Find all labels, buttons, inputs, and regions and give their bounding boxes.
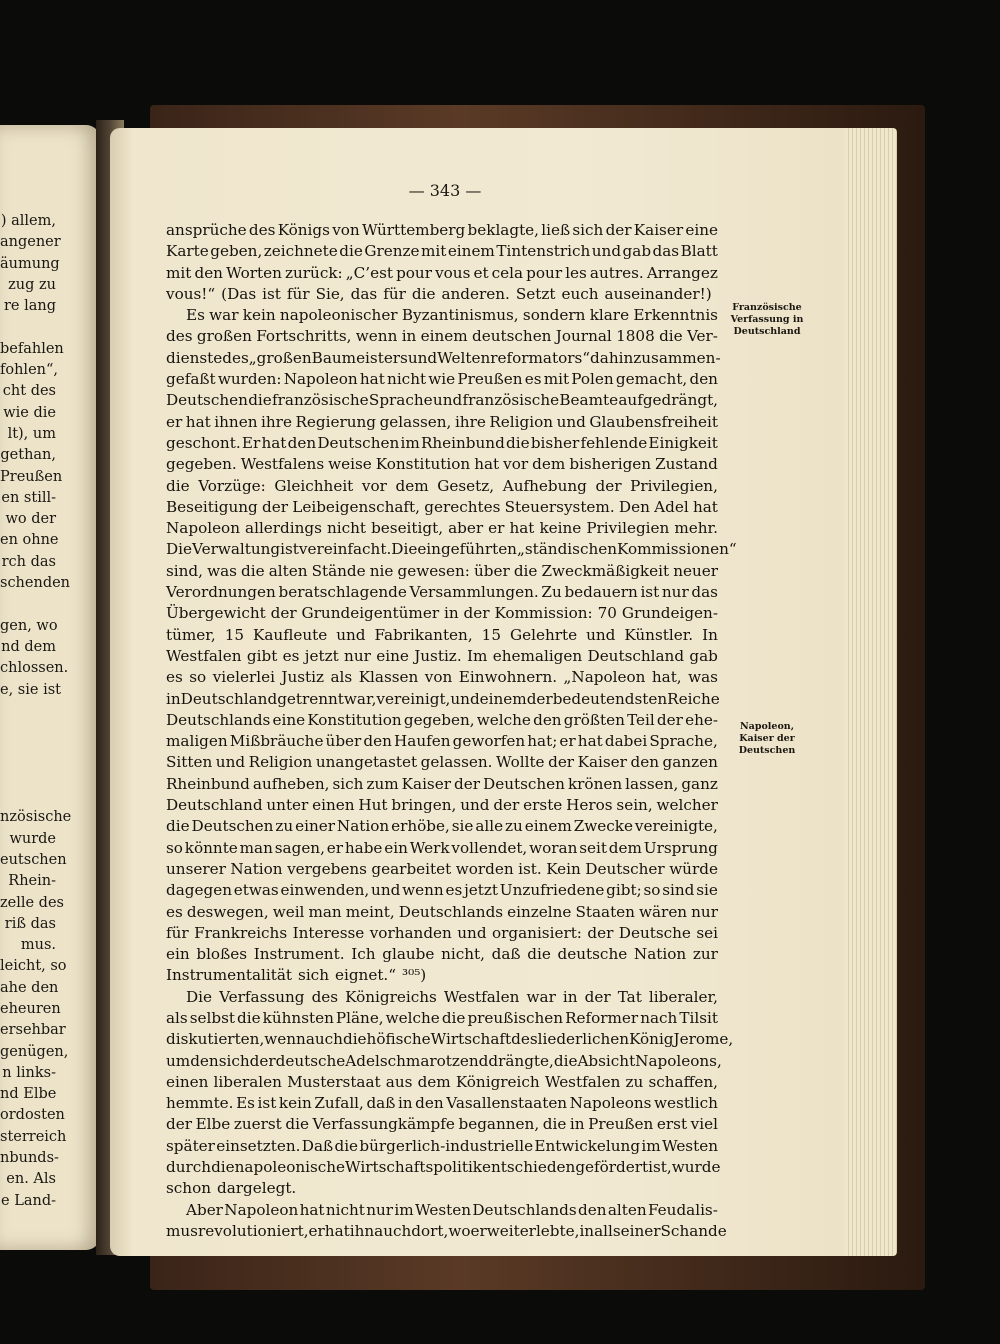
left-page-line: gen, wo [0,617,58,634]
text-line: geschont. Er hat den Deutschen im Rheinbund die bisher fehlende Einigkeit [166,433,718,452]
left-page-line: en still- [1,489,56,506]
left-page-line: wurde [9,830,56,847]
text-line: Deutschen die französische Sprache und französische Beamte aufgedrängt, [166,391,718,410]
text-line: als selbst die kühnsten Pläne, welche die preußischen Reformer nach Tilsit [166,1008,718,1027]
left-page-line: sterreich [0,1128,67,1145]
left-page-line: zug zu [8,276,56,293]
text-line: tümer, 15 Kaufleute und Fabrikanten, 15 Gelehrte und Künstler. In [166,625,718,644]
margin-note-french-constitution: Französische Verfassung in Deutschland [730,302,804,337]
left-page-line: gethan, [0,447,56,464]
left-page-line [0,594,100,615]
body-text [166,220,737,1242]
text-line: es so vielerlei Justiz als Klassen von Einwohnern. „Napoleon hat, was [166,668,718,687]
text-line: maligen Mißbräuche über den Haufen geworfen hat; er hat dabei Sprache, [166,732,718,751]
left-page-line: genügen, [0,1043,69,1060]
margin-note-napoleon-emperor: Napoleon, Kaiser der Deutschen [738,721,796,756]
text-line: diskutierten, wenn auch die höfische Wirtschaft des liederlichen König Jerome, [166,1030,734,1049]
text-line: es deswegen, weil man meint, Deutschlands einzelne Staaten wären nur [166,902,718,921]
text-line: sind, was die alten Stände nie gewesen: über die Zweckmäßigkeit neuer [166,561,718,580]
text-line: dagegen etwas einwenden, und wenn es jetzt Unzufriedene gibt; so sind sie [166,881,718,900]
text-line: Karte geben, zeichnete die Grenze mit einem Tintenstrich und gab das Blatt [166,242,718,261]
left-page-line: ahe den [0,979,59,996]
left-page-line [0,743,100,764]
text-line: ein bloßes Instrument. Ich glaube nicht, daß die deutsche Nation zur [166,945,718,964]
page-edges [845,128,897,1256]
left-page-line: e Land- [1,1192,56,1209]
text-line: Deutschlands eine Konstitution gegeben, welche den größten Teil der ehe- [166,710,718,729]
left-page-line: cht des [2,383,56,400]
text-line: die Deutschen zu einer Nation erhöbe, sie alle zu einem Zwecke vereinigte, [166,817,718,836]
text-line: Rheinbund aufheben, sich zum Kaiser der Deutschen krönen lassen, ganz [166,774,718,793]
text-line: mit den Worten zurück: „C’est pour vous et cela pour les autres. Arrangez [166,263,718,282]
text-line: die Vorzüge: Gleichheit vor dem Gesetz, Aufhebung der Privilegien, [166,476,718,495]
page-number: — 343 — [408,181,482,200]
text-line: Deutschland unter einen Hut bringen, und der erste Heros sein, welcher [166,796,718,815]
left-page-text [0,211,100,1212]
left-page-line: en ohne [0,532,59,549]
text-line: hemmte. Es ist kein Zufall, daß in den Vasallenstaaten Napoleons westlich [166,1094,718,1113]
text-line: Die Verwaltung ist vereinfacht. Die eingeführten „ständischen Kommissionen“ [166,540,737,559]
left-page-line: fohlen“, [0,362,59,379]
left-page-line: eheuren [0,1000,61,1017]
text-line: für Frankreichs Interesse vorhanden und organisiert: der Deutsche sei [166,923,718,942]
left-page-line: nbunds- [0,1150,59,1167]
text-line: Übergewicht der Grundeigentümer in der Kommission: 70 Grundeigen- [166,604,718,623]
text-line: gegeben. Westfalens weise Konstitution hat vor dem bisherigen Zustand [166,455,718,474]
left-page-line: ersehbar [0,1022,66,1039]
text-line: vous!“ (Das ist für Sie, das für die anderen. Setzt euch auseinander!) [166,284,712,303]
left-page-line: re lang [3,298,56,315]
left-page-line: ) allem, [0,213,56,229]
text-line: später einsetzten. Daß die bürgerlich-industrielle Entwickelung im Westen [166,1136,718,1155]
left-page-line: mus. [20,937,56,954]
text-line: der Elbe zuerst die Verfassungkämpfe begannen, die in Preußen erst viel [166,1115,718,1134]
left-page-line: leicht, so [0,958,67,975]
text-line: in Deutschland getrennt war, vereinigt, und einem der bedeutendsten Reiche [166,689,720,708]
left-page-line: äumung [0,255,60,272]
left-page-line: n links- [2,1064,56,1081]
left-page-line: nzösische [0,809,72,826]
text-line: so könnte man sagen, er habe ein Werk vollendet, woran seit dem Ursprung [166,838,718,857]
left-page-line: nd dem [1,638,56,655]
text-line: Es war kein napoleonischer Byzantinismus, sondern klare Erkenntnis [186,306,718,325]
text-line: Beseitigung der Leibeigenschaft, gerechtes Steuersystem. Den Adel hat [166,497,718,516]
left-page-line: e, sie ist [0,681,61,698]
text-line: Verordnungen beratschlagende Versammlungen. Zu bedauern ist nur das [166,583,718,602]
text-line: ansprüche des Königs von Württemberg beklagte, ließ sich der Kaiser eine [166,221,718,239]
left-page [0,125,100,1250]
left-page-line: schenden [0,575,71,592]
left-page-line [0,786,100,807]
text-line: gefaßt wurden: Napoleon hat nicht wie Preußen es mit Polen gemacht, den [166,370,718,389]
text-line: einen liberalen Musterstaat aus dem Königreich Westfalen zu schaffen, [166,1072,718,1091]
text-line: Westfalen gibt es jetzt nur eine Justiz. Im ehemaligen Deutschland gab [166,646,718,665]
text-line: des großen Fortschritts, wenn in einem deutschen Journal 1808 die Ver- [166,327,718,346]
text-line: um den sich der deutsche Adel schmarotzend drängte, die Absicht Napoleons, [166,1051,722,1070]
left-page-line [0,701,100,722]
left-page-line: riß das [4,915,56,932]
text-line: unserer Nation vergebens gearbeitet worden ist. Kein Deutscher würde [166,859,718,878]
text-line: Instrumentalität sich eignet.“ ³⁰⁵) [166,966,427,985]
left-page-line [0,317,100,338]
left-page-line: eutschen [0,851,67,868]
text-line: durch die napoleonische Wirtschaftspolitik entschieden gefördert ist, wurde [166,1158,721,1177]
text-line: Die Verfassung des Königreichs Westfalen war in der Tat liberaler, [186,987,718,1006]
left-page-line: wie die [3,404,56,421]
left-page-line: befahlen [0,340,64,357]
left-page-line: ordosten [0,1107,65,1124]
text-line: Napoleon allerdings nicht beseitigt, aber er hat keine Privilegien mehr. [166,519,718,538]
left-page-line: angener [0,234,61,251]
left-page-line: zelle des [0,894,64,911]
left-page-line: chlossen. [0,660,69,677]
text-line: Aber Napoleon hat nicht nur im Westen Deutschlands den alten Feudalis- [186,1200,718,1219]
text-line: mus revolutioniert, er hat ihn auch dort, wo er weiterlebte, in all seiner Schande [166,1221,727,1240]
left-page-line: nd Elbe [0,1086,57,1103]
left-page-line: en. Als [6,1171,56,1188]
text-line: dienste des „großen Baumeisters und Weltenreformators“ dahin zusammen- [166,348,721,367]
left-page-line: Rhein- [8,873,56,890]
left-page-line [0,722,100,743]
left-page-line: lt), um [7,425,56,442]
left-page-line: Preußen [0,468,63,485]
left-page-line [0,765,100,786]
left-page-line: wo der [5,511,56,528]
text-line: er hat ihnen ihre Regierung gelassen, ihre Religion und Glaubensfreiheit [166,412,718,431]
text-line: Sitten und Religion unangetastet gelassen. Wollte der Kaiser den ganzen [166,753,718,772]
left-page-line: rch das [1,553,56,570]
text-line: schon dargelegt. [166,1179,297,1198]
